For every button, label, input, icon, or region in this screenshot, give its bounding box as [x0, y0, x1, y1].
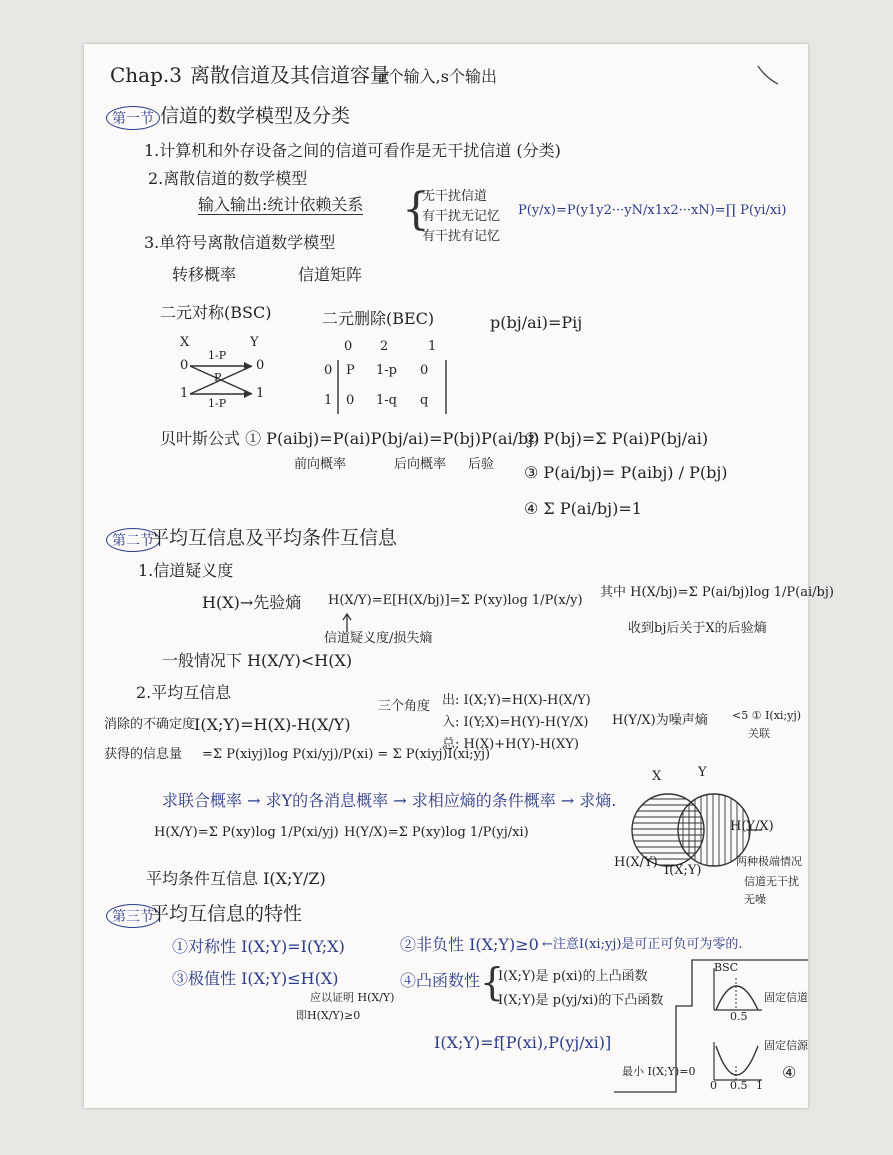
ref-note-2: 关联	[748, 727, 770, 740]
s1-item2: 2.离散信道的数学模型	[148, 169, 308, 188]
channel-type-0: 无干扰信道	[422, 189, 488, 204]
mi-function: I(X;Y)=f[P(xi),P(yj/xi)]	[434, 1033, 612, 1052]
section3-heading: 平均互信息的特性	[150, 903, 303, 925]
bayes-eq4: ④ Σ P(ai/bj)=1	[524, 499, 642, 518]
graph-tick-zero: 0	[710, 1079, 717, 1092]
reverse-label: 后验	[468, 457, 495, 472]
general-inequality: 一般情况下 H(X/Y)<H(X)	[162, 651, 353, 670]
bsc-bottom-prob: 1-P	[208, 397, 227, 410]
io-note: r个输入,s个输出	[380, 67, 497, 86]
section1-tag: 第一节	[106, 106, 160, 130]
hyx-formula-2: H(Y/X)=Σ P(xy)log 1/P(yj/xi)	[344, 825, 529, 840]
bayes-eq2: ② P(bj)=Σ P(ai)P(bj/ai)	[524, 429, 709, 448]
bsc-input-1: 1	[180, 386, 189, 401]
bayes-formula: 贝叶斯公式 ① P(aibj)=P(ai)P(bj/ai)=P(bj)P(ai/bj)	[160, 429, 540, 448]
extremum-note-1: 即H(X/Y)≥0	[296, 1009, 361, 1022]
venn-note-0: 两种极端情况	[736, 855, 802, 868]
noise-entropy: H(Y/X)为噪声熵	[612, 713, 708, 728]
venn-hxy-label: H(X/Y)	[614, 855, 658, 870]
transfer-prob-label: 转移概率	[172, 265, 237, 284]
s1-item1: 1.计算机和外存设备之间的信道可看作是无干扰信道 (分类)	[144, 141, 561, 160]
hxy-formula-2: H(X/Y)=Σ P(xy)log 1/P(xi/yj)	[154, 825, 339, 840]
fixed-source-label: 固定信源	[764, 1039, 808, 1052]
prop-convexity: ④凸函数性	[400, 971, 481, 990]
prop-symmetry: ①对称性 I(X;Y)=I(Y;X)	[172, 937, 345, 956]
pij-formula: p(bj/ai)=Pij	[490, 313, 583, 332]
ixy-definition: I(X;Y)=H(X)-H(X/Y)	[194, 715, 351, 734]
bec-label: 二元删除(BEC)	[322, 309, 435, 328]
up-arrow	[342, 612, 352, 634]
section3-tag: 第三节	[106, 904, 160, 928]
ixy-sum: =Σ P(xiyj)log P(xi/yj)/P(xi) = Σ P(xiyj)I(xi;yj)	[202, 747, 491, 762]
view-total: 总: H(X)+H(Y)-H(XY)	[442, 737, 579, 752]
computation-steps: 求联合概率 → 求Y的各消息概率 → 求相应熵的条件概率 → 求熵.	[162, 791, 617, 810]
bsc-diagram	[174, 334, 284, 414]
bayes-eq3: ③ P(ai/bj)= P(aibj) / P(bj)	[524, 463, 728, 482]
prior-label: 前向概率	[294, 457, 347, 472]
s2-sub2: 2.平均互信息	[136, 683, 232, 702]
bec-col-0: 0	[344, 339, 353, 354]
io-relation: 输入输出:统计依赖关系	[198, 195, 364, 214]
convexity-lower: I(X;Y)是 p(yj/xi)的下凸函数	[498, 993, 664, 1008]
graph-tick-one: 1	[756, 1079, 763, 1092]
bsc-input-0: 0	[180, 358, 189, 373]
page-number: ④	[782, 1063, 797, 1082]
s2-sub1: 1.信道疑义度	[138, 561, 234, 580]
section1-heading: 信道的数学模型及分类	[160, 105, 351, 127]
removed-uncertainty: 消除的不确定度	[104, 717, 196, 732]
hxb-note: 收到bj后关于X的后验熵	[628, 621, 767, 636]
bec-col-1: 2	[380, 339, 389, 354]
bec-cell: 0	[420, 363, 429, 378]
joint-formula: P(y/x)=P(y1y2···yN/x1x2···xN)=∏ P(yi/xi)	[518, 203, 787, 218]
ref-note: <5 ① I(xi;yj)	[732, 709, 802, 722]
prop-nonnegative: ②非负性 I(X;Y)≥0	[400, 935, 539, 954]
bec-cell: 0	[346, 393, 355, 408]
bec-col-2: 1	[428, 339, 437, 354]
bec-row-0-label: 0	[324, 363, 333, 378]
bec-cell: P	[346, 363, 355, 378]
bec-cell: 1-q	[376, 393, 397, 408]
bsc-label: 二元对称(BSC)	[160, 303, 272, 322]
graph-tick-half: 0.5	[730, 1010, 748, 1023]
hxy-equivocation: H(X/Y)=E[H(X/bj)]=Σ P(xy)log 1/P(x/y)	[328, 593, 583, 608]
bsc-x-label: X	[180, 335, 190, 350]
channel-type-1: 有干扰无记忆	[422, 209, 501, 224]
extremum-note-0: 应以证明 H(X/Y)	[310, 991, 395, 1004]
graph-tick-half-2: 0.5	[730, 1079, 748, 1092]
posterior-label: 后向概率	[394, 457, 447, 472]
s1-item3: 3.单符号离散信道数学模型	[144, 233, 336, 252]
channel-matrix-label: 信道矩阵	[298, 265, 363, 284]
channel-brace: {	[402, 184, 430, 235]
venn-note-1: 信道无干扰	[744, 875, 799, 888]
venn-hyx-label: H(Y/X)	[730, 819, 774, 834]
prop-extremum: ③极值性 I(X;Y)≤H(X)	[172, 969, 339, 988]
venn-x-label: X	[652, 769, 662, 784]
bsc-output-0: 0	[256, 358, 265, 373]
section2-heading: 平均互信息及平均条件互信息	[150, 527, 398, 549]
bsc-y-label: Y	[250, 335, 259, 350]
bsc-cross-prob: P	[214, 371, 222, 384]
bec-cell: q	[420, 393, 429, 408]
bec-row-1-label: 1	[324, 393, 333, 408]
bsc-top-prob: 1-P	[208, 349, 227, 362]
convexity-brace: {	[480, 960, 505, 1004]
three-views: 三个角度	[378, 699, 431, 714]
chapter-number: Chap.3	[110, 63, 182, 87]
section2-tag: 第二节	[106, 528, 160, 552]
venn-note-2: 无噪	[744, 893, 766, 906]
venn-ixy-label: I(X;Y)	[664, 863, 702, 878]
fixed-channel-label: 固定信道	[764, 991, 808, 1004]
chapter-title: 离散信道及其信道容量	[190, 63, 390, 87]
bec-cell: 1-p	[376, 363, 397, 378]
hxb-formula: 其中 H(X/bj)=Σ P(ai/bj)log 1/P(ai/bj)	[600, 585, 834, 600]
bsc-output-1: 1	[256, 386, 265, 401]
view-out: 出: I(X;Y)=H(X)-H(X/Y)	[442, 693, 591, 708]
venn-y-label: Y	[698, 765, 707, 780]
conditional-mi: 平均条件互信息 I(X;Y/Z)	[146, 869, 326, 888]
prop-nonnegative-note: ←注意I(xi;yj)是可正可负可为零的.	[542, 937, 743, 952]
bsc-graph-label: BSC	[714, 961, 739, 974]
obtained-info: 获得的信息量	[104, 747, 183, 762]
view-in: 入: I(Y;X)=H(Y)-H(Y/X)	[442, 715, 589, 730]
min-mi-note: 最小 I(X;Y)=0	[622, 1065, 696, 1078]
hxy-note: 信道疑义度/损失熵	[324, 631, 433, 646]
notes-page	[84, 44, 834, 1108]
corner-mark	[752, 62, 782, 92]
hx-prior-entropy: H(X)→先验熵	[202, 593, 302, 612]
convexity-upper: I(X;Y)是 p(xi)的上凸函数	[498, 969, 648, 984]
channel-type-2: 有干扰有记忆	[422, 229, 501, 244]
